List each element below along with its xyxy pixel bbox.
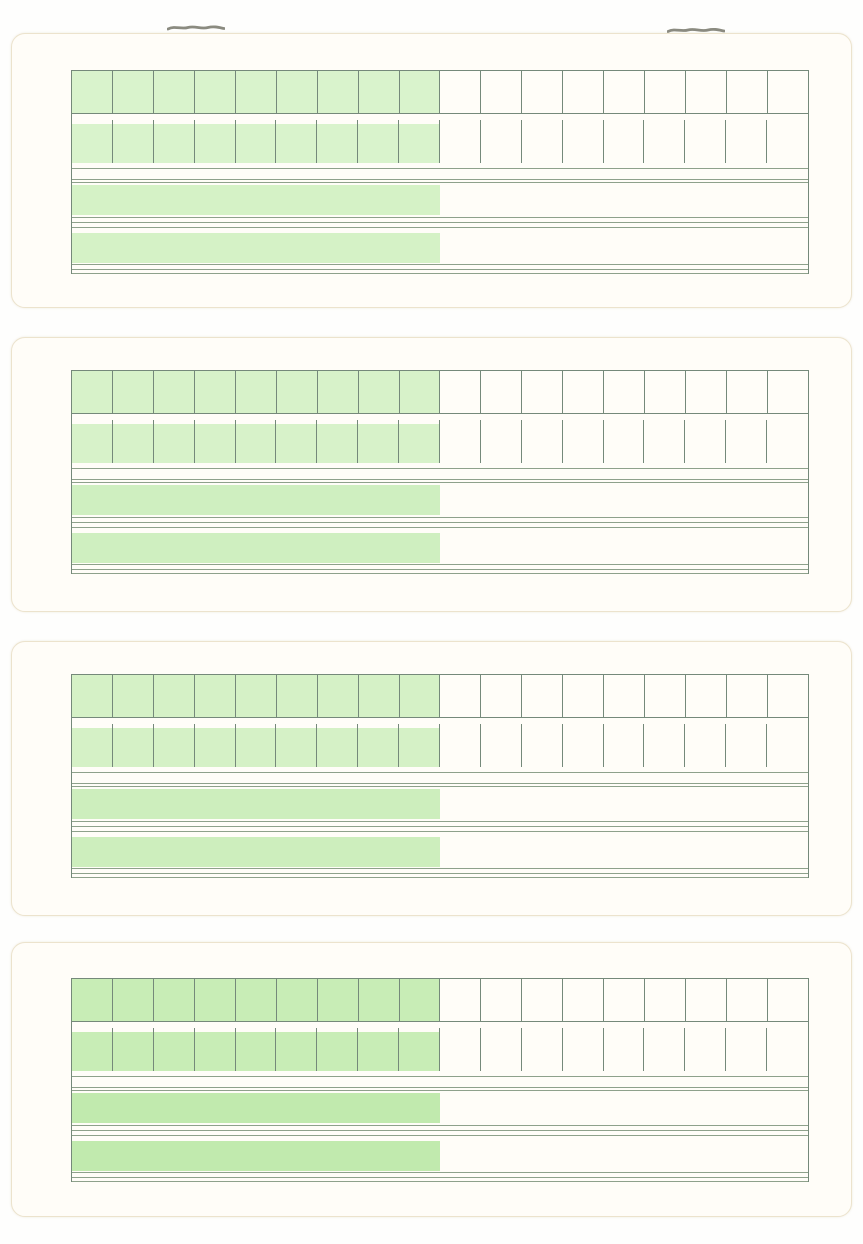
digit-cell <box>481 371 522 413</box>
digit-cell <box>440 371 481 413</box>
form-grid <box>71 370 809 574</box>
digit-cell <box>481 114 522 168</box>
digit-cell <box>563 979 604 1021</box>
digit-cell <box>195 1022 236 1076</box>
digit-cell <box>154 114 195 168</box>
digit-cell <box>154 1022 195 1076</box>
digit-cell <box>645 371 686 413</box>
digit-cell <box>522 414 563 468</box>
green-shaded-area <box>72 485 440 515</box>
digit-cell <box>563 1022 604 1076</box>
digit-cell <box>236 414 277 468</box>
form-grid <box>71 674 809 878</box>
digit-cell <box>440 1022 481 1076</box>
digit-cell <box>358 718 399 772</box>
digit-cell <box>563 114 604 168</box>
digit-cell <box>440 675 481 717</box>
digit-cell <box>481 718 522 772</box>
digit-cell <box>277 675 318 717</box>
digit-cell-strip <box>72 414 808 468</box>
digit-cell <box>481 675 522 717</box>
writing-row-2 <box>72 832 808 869</box>
green-shaded-area <box>72 1093 440 1123</box>
digit-cell <box>113 114 154 168</box>
digit-cell <box>481 71 522 113</box>
digit-cell <box>481 1022 522 1076</box>
digit-cell <box>318 675 359 717</box>
digit-cell <box>563 414 604 468</box>
digit-cell <box>276 1022 317 1076</box>
digit-cell <box>317 414 358 468</box>
digit-cell <box>195 979 236 1021</box>
digit-cell <box>113 675 154 717</box>
digit-cell <box>767 1022 808 1076</box>
digit-box-row-upper <box>72 675 808 718</box>
digit-box-row-lower <box>72 718 808 773</box>
digit-cell <box>604 1022 645 1076</box>
digit-cell <box>317 114 358 168</box>
digit-cell <box>72 414 113 468</box>
digit-cell <box>72 675 113 717</box>
digit-cell <box>400 371 441 413</box>
rule-line <box>72 469 808 480</box>
digit-cell <box>195 414 236 468</box>
digit-cell <box>563 675 604 717</box>
digit-cell <box>727 71 768 113</box>
digit-cell <box>318 979 359 1021</box>
digit-cell <box>440 718 481 772</box>
digit-cell <box>154 979 195 1021</box>
digit-cell <box>317 718 358 772</box>
digit-cell <box>72 1022 113 1076</box>
digit-cell <box>604 718 645 772</box>
writing-row-1 <box>72 787 808 822</box>
rule-line <box>72 1178 808 1182</box>
digit-cell <box>359 675 400 717</box>
digit-cell <box>522 114 563 168</box>
writing-row-1 <box>72 183 808 218</box>
digit-cell <box>440 114 481 168</box>
digit-cell <box>645 675 686 717</box>
form-grid <box>71 978 809 1182</box>
digit-cell <box>481 414 522 468</box>
digit-cell <box>686 979 727 1021</box>
digit-cell <box>767 718 808 772</box>
digit-cell <box>72 979 113 1021</box>
digit-cell-strip <box>72 718 808 772</box>
digit-cell <box>685 1022 726 1076</box>
digit-cell <box>644 1022 685 1076</box>
blank-form-slip <box>11 337 852 612</box>
digit-cell <box>113 718 154 772</box>
digit-cell <box>522 371 563 413</box>
digit-cell <box>726 718 767 772</box>
digit-cell <box>72 371 113 413</box>
digit-cell <box>277 71 318 113</box>
writing-row-2 <box>72 528 808 565</box>
digit-box-row-upper <box>72 979 808 1022</box>
green-shaded-area <box>72 233 440 263</box>
rule-line <box>72 1077 808 1088</box>
digit-cell <box>236 114 277 168</box>
digit-cell <box>195 675 236 717</box>
digit-cell <box>318 371 359 413</box>
digit-cell <box>236 979 277 1021</box>
digit-cell <box>604 71 645 113</box>
digit-cell <box>604 675 645 717</box>
digit-cell <box>154 675 195 717</box>
digit-cell <box>276 114 317 168</box>
digit-cell <box>685 414 726 468</box>
digit-cell <box>113 371 154 413</box>
digit-cell <box>726 114 767 168</box>
digit-cell <box>686 71 727 113</box>
digit-cell <box>522 718 563 772</box>
digit-box-row-upper <box>72 371 808 414</box>
green-shaded-area <box>72 789 440 819</box>
digit-cell <box>195 114 236 168</box>
blank-form-slip <box>11 641 852 916</box>
digit-cell <box>72 114 113 168</box>
digit-cell <box>359 979 400 1021</box>
digit-cell <box>768 71 808 113</box>
digit-cell <box>399 1022 440 1076</box>
digit-cell <box>726 1022 767 1076</box>
digit-cell <box>318 71 359 113</box>
digit-cell <box>236 675 277 717</box>
digit-cell <box>154 371 195 413</box>
digit-cell <box>768 675 808 717</box>
digit-cell <box>399 114 440 168</box>
digit-cell <box>440 414 481 468</box>
digit-cell <box>768 371 808 413</box>
digit-box-row-lower <box>72 1022 808 1077</box>
green-shaded-area <box>72 533 440 563</box>
digit-cell <box>276 414 317 468</box>
digit-cell <box>154 718 195 772</box>
writing-row-1 <box>72 483 808 518</box>
digit-cell <box>400 979 441 1021</box>
digit-cell <box>686 675 727 717</box>
digit-box-row-upper <box>72 71 808 114</box>
digit-cell <box>644 414 685 468</box>
digit-cell <box>399 414 440 468</box>
digit-cell <box>563 718 604 772</box>
blank-form-slip <box>11 33 852 308</box>
digit-cell <box>195 718 236 772</box>
digit-cell <box>358 114 399 168</box>
writing-row-1 <box>72 1091 808 1126</box>
digit-cell <box>522 1022 563 1076</box>
digit-cell <box>113 414 154 468</box>
digit-cell <box>685 718 726 772</box>
digit-cell <box>358 1022 399 1076</box>
digit-cell <box>440 71 481 113</box>
digit-cell <box>358 414 399 468</box>
digit-cell <box>72 71 113 113</box>
digit-cell <box>236 371 277 413</box>
digit-cell <box>113 979 154 1021</box>
digit-cell <box>400 675 441 717</box>
digit-cell <box>604 371 645 413</box>
digit-cell <box>317 1022 358 1076</box>
green-shaded-area <box>72 185 440 215</box>
digit-cell <box>154 71 195 113</box>
rule-line <box>72 270 808 274</box>
digit-cell <box>400 71 441 113</box>
digit-cell <box>727 979 768 1021</box>
green-shaded-area <box>72 1141 440 1171</box>
digit-cell <box>236 71 277 113</box>
rule-line <box>72 169 808 180</box>
digit-cell <box>767 114 808 168</box>
digit-cell <box>604 414 645 468</box>
blank-form-slip <box>11 942 852 1217</box>
digit-cell <box>645 979 686 1021</box>
digit-cell <box>604 114 645 168</box>
rule-line <box>72 773 808 784</box>
digit-cell <box>236 718 277 772</box>
digit-cell <box>359 371 400 413</box>
digit-cell <box>399 718 440 772</box>
digit-cell <box>685 114 726 168</box>
digit-cell <box>727 371 768 413</box>
digit-box-row-lower <box>72 114 808 169</box>
digit-cell <box>767 414 808 468</box>
digit-cell <box>563 371 604 413</box>
digit-cell <box>440 979 481 1021</box>
digit-cell <box>522 71 563 113</box>
digit-cell <box>522 979 563 1021</box>
digit-cell <box>522 675 563 717</box>
digit-cell <box>644 718 685 772</box>
digit-cell <box>236 1022 277 1076</box>
digit-cell <box>644 114 685 168</box>
rule-line <box>72 570 808 574</box>
digit-cell <box>481 979 522 1021</box>
digit-cell-strip <box>72 1022 808 1076</box>
writing-row-2 <box>72 1136 808 1173</box>
writing-row-2 <box>72 228 808 265</box>
digit-cell <box>726 414 767 468</box>
digit-cell <box>604 979 645 1021</box>
digit-cell <box>645 71 686 113</box>
digit-cell <box>359 71 400 113</box>
digit-cell <box>563 71 604 113</box>
digit-cell <box>195 71 236 113</box>
digit-cell <box>154 414 195 468</box>
digit-cell-strip <box>72 114 808 168</box>
digit-box-row-lower <box>72 414 808 469</box>
digit-cell <box>727 675 768 717</box>
digit-cell <box>768 979 808 1021</box>
digit-cell <box>276 718 317 772</box>
green-shaded-area <box>72 837 440 867</box>
digit-cell <box>277 371 318 413</box>
digit-cell <box>686 371 727 413</box>
rule-line <box>72 874 808 878</box>
digit-cell <box>195 371 236 413</box>
digit-cell <box>113 71 154 113</box>
digit-cell <box>113 1022 154 1076</box>
digit-cell <box>72 718 113 772</box>
digit-cell <box>277 979 318 1021</box>
form-grid <box>71 70 809 274</box>
